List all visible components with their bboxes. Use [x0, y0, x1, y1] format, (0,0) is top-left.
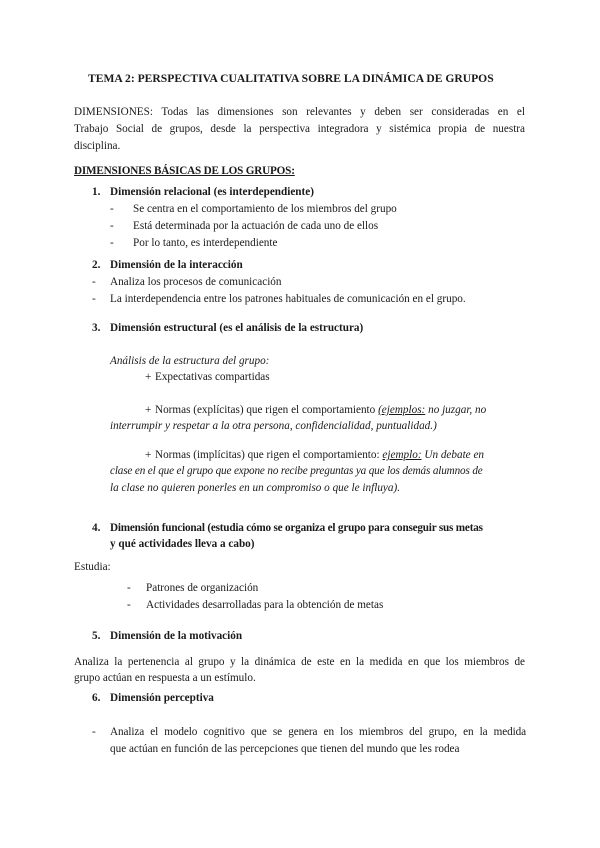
list-item: Actividades desarrolladas para la obtención de metas	[146, 599, 384, 611]
normas-implicitas	[155, 448, 484, 462]
list-item: Se centra en el comportamiento de los miembros del grupo	[133, 203, 397, 215]
normas-text: Normas (implícitas) que rigen el comportamiento:	[155, 449, 380, 461]
intro-line: DIMENSIONES: Todas las dimensiones son relevantes y deben ser consideradas en el	[74, 106, 525, 118]
section-number: 2.	[92, 259, 101, 271]
section-number: 6.	[92, 692, 101, 704]
intro-line: disciplina.	[74, 140, 121, 152]
section-heading: DIMENSIONES BÁSICAS DE LOS GRUPOS:	[74, 165, 295, 177]
example-text: interrumpir y respetar a la otra persona, confidencialidad, puntualidad.)	[110, 420, 437, 432]
bullet-dash: -	[92, 726, 96, 738]
body-text: Analiza el modelo cognitivo que se genera en los miembros del grupo, en la medida	[110, 726, 526, 738]
section-title: Dimensión de la motivación	[110, 630, 243, 642]
example-text: la clase no quieren ponerles en un compromiso o que le influya).	[110, 482, 400, 494]
example-text: Un debate en	[424, 449, 485, 461]
example-text: no juzgar, no	[428, 404, 487, 416]
list-item: Por lo tanto, es interdependiente	[133, 237, 278, 249]
section-number: 3.	[92, 322, 101, 334]
example-label: ejemplo:	[382, 449, 422, 461]
plus-sign: +	[145, 449, 152, 461]
section-title: Dimensión funcional (estudia cómo se organiza el grupo para conseguir sus metas	[110, 522, 483, 534]
body-text: grupo actúan en respuesta a un estímulo.	[74, 672, 256, 684]
section-title: Dimensión perceptiva	[110, 692, 214, 704]
plus-sign: +	[145, 404, 152, 416]
estudia-label: Estudia:	[74, 561, 111, 573]
analysis-label: Análisis de la estructura del grupo:	[110, 355, 270, 367]
bullet-dash: -	[127, 599, 131, 611]
list-item: Está determinada por la actuación de cada uno de ellos	[133, 220, 379, 232]
example-label: (ejemplos:	[378, 404, 426, 416]
bullet-dash: -	[127, 582, 131, 594]
body-text: que actúan en función de las percepciones que tienen del mundo que les rodea	[110, 743, 460, 755]
section-title: Dimensión estructural (es el análisis de la estructura)	[110, 322, 364, 334]
body-text: Analiza la pertenencia al grupo y la dinámica de este en la medida en que los miembros de	[74, 656, 525, 668]
section-number: 4.	[92, 522, 101, 534]
bullet-dash: -	[92, 293, 96, 305]
list-item: La interdependencia entre los patrones habituales de comunicación en el grupo.	[110, 293, 466, 305]
section-title: y qué actividades lleva a cabo)	[110, 538, 255, 550]
section-title: Dimensión de la interacción	[110, 259, 243, 271]
intro-line: Trabajo Social de grupos, desde la perspectiva integradora y sistémica propia de nuestra	[74, 123, 525, 135]
bullet-dash: -	[110, 220, 114, 232]
section-number: 5.	[92, 630, 101, 642]
bullet-dash: -	[92, 276, 96, 288]
list-item: Analiza los procesos de comunicación	[110, 276, 282, 288]
list-item: Patrones de organización	[146, 582, 259, 594]
normas-text: Normas (explícitas) que rigen el comportamiento	[155, 404, 376, 416]
plus-sign: +	[145, 371, 152, 383]
section-number: 1.	[92, 186, 101, 198]
list-item: Expectativas compartidas	[155, 371, 270, 383]
example-text: clase en el que el grupo que expone no recibe preguntas ya que los demás alumnos de	[110, 465, 483, 477]
bullet-dash: -	[110, 203, 114, 215]
bullet-dash: -	[110, 237, 114, 249]
section-title: Dimensión relacional (es interdependiente)	[110, 186, 314, 198]
normas-explicitas	[155, 403, 486, 417]
document-title: TEMA 2: PERSPECTIVA CUALITATIVA SOBRE LA DINÁMICA DE GRUPOS	[88, 72, 494, 85]
